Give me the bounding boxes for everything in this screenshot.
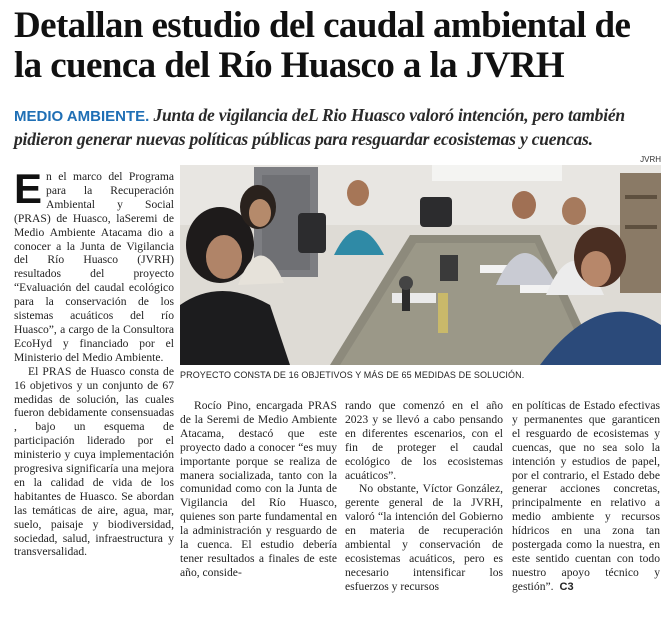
article-headline: Detallan estudio del caudal ambiental de la cuenca del Río Huasco a la JVRH bbox=[14, 5, 631, 86]
meeting-photo-illustration bbox=[180, 165, 661, 365]
photo-credit: JVRH bbox=[640, 155, 661, 164]
meeting-photo bbox=[180, 165, 661, 365]
drop-cap: E bbox=[14, 165, 43, 212]
column-1 bbox=[14, 165, 174, 559]
paragraph: n el marco del Programa para la Recuperación Ambiental y Social (PRAS) de Huasco, laSeremi de Medio Ambiente Atacama dio a conocer a la Junta de Vigilancia del Río Huasco (JVRH) resultados del proyecto “Evaluación del caudal ecológico para la conservación de los sistemas acuáticos del río Huasco”, a cargo de la Consultora EcoHyd y financiado por el Ministerio del Medio Ambiente. bbox=[14, 170, 174, 364]
paragraph: El PRAS de Huasco consta de 16 objetivos y un conjunto de 67 medidas de solución, las cuales fueron debidamente consensuadas , bajo un esquema de participación liderado por el ministerio y cuya implementación progresiva significaría una mejora en la calidad de vida de los habitantes de Huasco. Se abordan las temáticas de aire, agua, mar, suelo, paisaje y biodiversidad, sociedad, salud, infraestructura y transversalidad. bbox=[14, 364, 174, 559]
paragraph: No obstante, Víctor González, gerente general de la JVRH, valoró “la intención del Gobierno en materia de recuperación ambiental y conservación de ecosistemas acuáticos, pero es necesario intensificar los esfuerzos y recursos bbox=[345, 482, 503, 593]
column-4 bbox=[512, 399, 660, 595]
paragraph-text: en políticas de Estado efectivas y permanentes que garanticen el resguardo de ecosistemas y cuencas, que no sea solo la intención y estudios de papel, por el contrario, el Estado debe generar acciones concretas, principalmente en relativo a medio ambiente y recursos hídricos en una zona tan postergada como la nuestra, en este sentido cuentan con todo nuestro apoyo técnico y gestión”. bbox=[512, 399, 660, 593]
end-mark: C3 bbox=[559, 580, 574, 593]
photo-caption: PROYECTO CONSTA DE 16 OBJETIVOS Y MÁS DE 65 MEDIDAS DE SOLUCIÓN. bbox=[180, 370, 525, 380]
column-2 bbox=[180, 399, 337, 580]
lead-text: Junta de vigilancia deL Rio Huasco valoró intención, pero también pidieron generar nuevas políticas públicas para resguardar ecosistemas y cuencas. bbox=[14, 105, 625, 149]
paragraph: Rocío Pino, encargada PRAS de la Seremi de Medio Ambiente Atacama, destacó que este proyecto dado a conocer “es muy importante porque se realiza de manera socializada, tanto con la comunidad como con la Junta de Vigilancia del Río Huasco, quienes son parte fundamental en la administración y resguardo de la cuenca. El estudio debería tener resultados a finales de este año, conside- bbox=[180, 399, 337, 579]
article-lead bbox=[14, 104, 664, 150]
paragraph bbox=[512, 399, 660, 595]
column-3 bbox=[345, 399, 503, 594]
paragraph: rando que comenzó en el año 2023 y se llevó a cabo pensando en diferentes escenarios, con el fin de proteger el caudal ecológico de los ecosistemas acuáticos”. bbox=[345, 399, 503, 482]
section-kicker: MEDIO AMBIENTE. bbox=[14, 108, 150, 125]
